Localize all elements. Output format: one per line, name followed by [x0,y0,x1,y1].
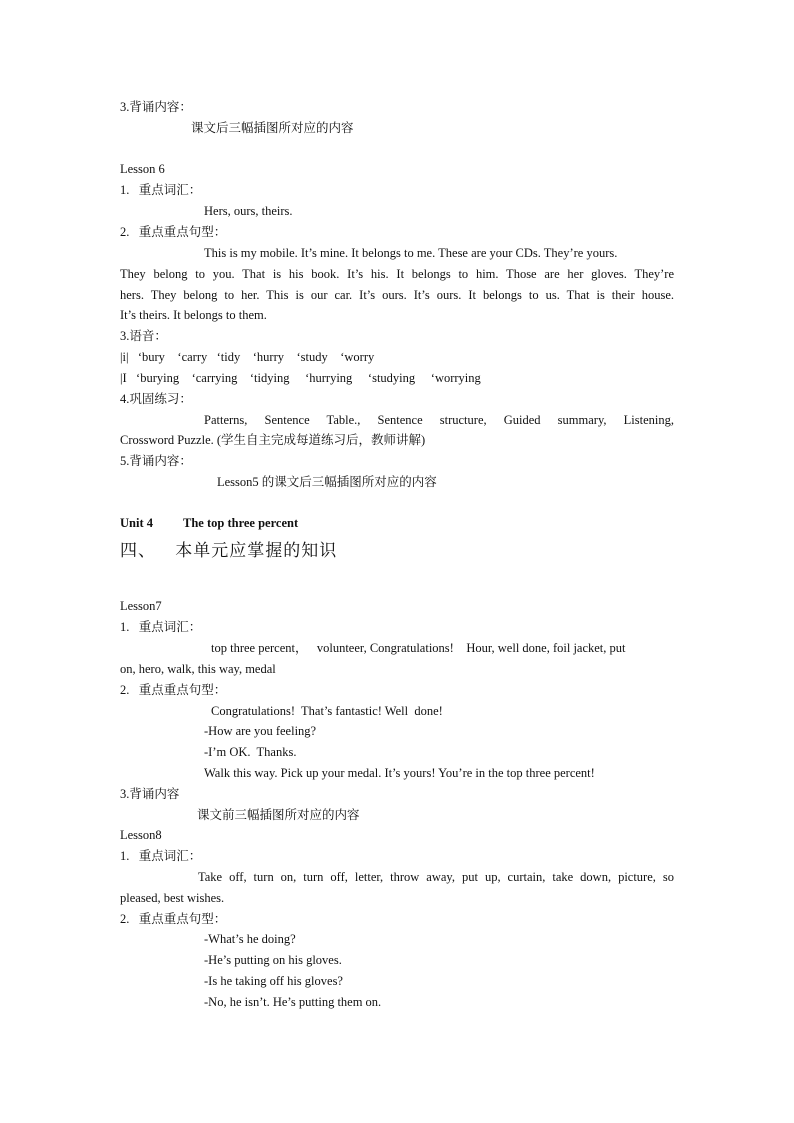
lesson6-sent-line-4: It’s theirs. It belongs to them. [120,308,267,322]
lesson6-sent-label: 2. 重点重点句型： [120,225,227,239]
lesson7-sent-line-4: Walk this way. Pick up your medal. It’s yours! You’re in the top three percent! [204,766,595,780]
lesson6-phon-label: 3.语音： [120,329,167,343]
lesson8-vocab-label: 1. 重点词汇： [120,849,202,863]
lesson7-sent-line-1: Congratulations! That’s fantastic! Well done! [211,704,443,718]
lesson7-recite-label: 3.背诵内容 [120,787,180,801]
lesson8-sent-line-1: -What’s he doing? [204,932,296,946]
lesson6-phon-row-2: |I ‘burying ‘carrying ‘tidying ‘hurrying ‘studying ‘worrying [120,371,481,385]
section-heading: 四、 本单元应掌握的知识 [120,541,338,561]
lesson6-practice-line-1: Patterns, Sentence Table., Sentence structure, Guided summary, Listening, [204,413,674,427]
lesson6-title: Lesson 6 [120,162,165,176]
lesson6-sent-line-3: hers. They belong to her. This is our car. It’s ours. It’s ours. It belongs to us. That is their house. [120,288,674,302]
lesson6-practice-label: 4.巩固练习： [120,392,192,406]
lesson7-sent-line-2: -How are you feeling? [204,724,317,738]
unit-heading [120,513,298,534]
lesson8-vocab-line-1: Take off, turn on, turn off, letter, throw away, put up, curtain, take down, picture, so [198,870,674,884]
lesson7-recite-content: 课文前三幅插图所对应的内容 [197,808,360,822]
lesson6-vocab: Hers, ours, theirs. [204,204,293,218]
lesson7-vocab-line-2: on, hero, walk, this way, medal [120,662,276,676]
l5-recite-label: 3.背诵内容： [120,100,192,114]
lesson7-title: Lesson7 [120,599,162,613]
lesson6-practice-line-2: Crossword Puzzle. (学生自主完成每道练习后，教师讲解) [120,433,426,447]
lesson6-recite-label: 5.背诵内容： [120,454,192,468]
lesson8-sent-line-2: -He’s putting on his gloves. [204,953,342,967]
lesson6-vocab-label: 1. 重点词汇： [120,183,202,197]
unit-number: Unit 4 [120,516,153,530]
lesson8-sent-line-4: -No, he isn’t. He’s putting them on. [204,995,382,1009]
l5-recite-content: 课文后三幅插图所对应的内容 [191,121,354,135]
lesson7-sent-line-3: -I’m OK. Thanks. [204,745,297,759]
lesson8-vocab-line-2: pleased, best wishes. [120,891,225,905]
lesson8-title: Lesson8 [120,828,162,842]
lesson8-sent-line-3: -Is he taking off his gloves? [204,974,343,988]
lesson7-sent-label: 2. 重点重点句型： [120,683,227,697]
lesson7-vocab-label: 1. 重点词汇： [120,620,202,634]
unit-title: The top three percent [183,516,299,530]
lesson6-recite-content: Lesson5 的课文后三幅插图所对应的内容 [217,475,437,489]
lesson8-sent-label: 2. 重点重点句型： [120,912,227,926]
lesson6-sent-line-2: They belong to you. That is his book. It’s his. It belongs to him. Those are her gloves. They’re [120,267,674,281]
lesson6-phon-row-1: |i| ‘bury ‘carry ‘tidy ‘hurry ‘study ‘worry [120,350,375,364]
lesson6-sent-line-1: This is my mobile. It’s mine. It belongs to me. These are your CDs. They’re yours. [204,246,618,260]
lesson7-vocab-line-1: top three percent， volunteer, Congratulations! Hour, well done, foil jacket, put [211,641,626,655]
